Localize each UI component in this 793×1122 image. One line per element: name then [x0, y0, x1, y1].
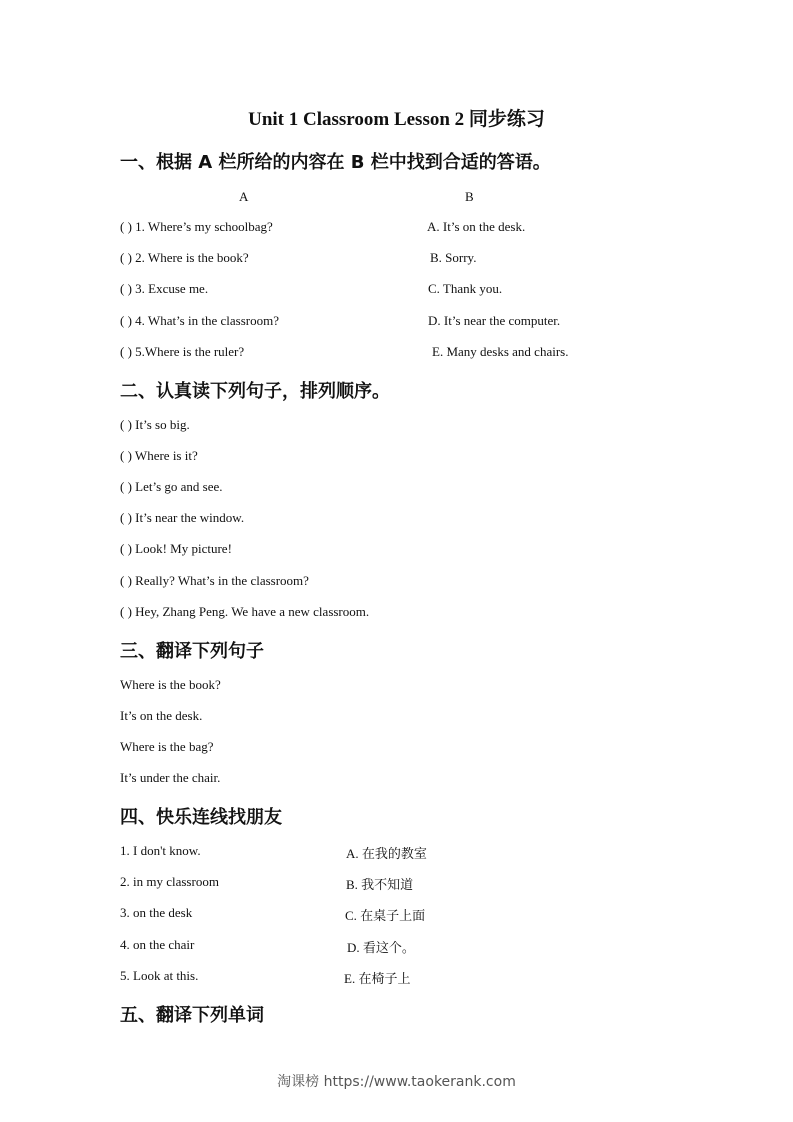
match-phrase: 3. on the desk [120, 905, 193, 920]
match-question: ( ) 1. Where’s my schoolbag? [120, 219, 273, 234]
column-a-header: A [239, 189, 249, 204]
translate-sentence: It’s on the desk. [120, 708, 203, 723]
match-answer: B. Sorry. [430, 250, 477, 265]
match-meaning: C. 在桌子上面 [345, 908, 426, 923]
ordering-line: ( ) It’s near the window. [120, 510, 245, 525]
section-2-heading: 二、认真读下列句子，排列顺序。 [120, 381, 390, 402]
ordering-line: ( ) Hey, Zhang Peng. We have a new classroom. [120, 604, 370, 619]
match-phrase: 4. on the chair [120, 937, 195, 952]
ordering-line: ( ) Look! My picture! [120, 541, 232, 556]
match-phrase: 5. Look at this. [120, 968, 199, 983]
match-meaning: E. 在椅子上 [344, 971, 411, 986]
match-phrase: 2. in my classroom [120, 874, 219, 889]
translate-sentence: Where is the book? [120, 677, 221, 692]
match-meaning: D. 看这个。 [347, 940, 415, 955]
match-question: ( ) 3. Excuse me. [120, 281, 209, 296]
ordering-line: ( ) Where is it? [120, 448, 198, 463]
section-5-heading: 五、翻译下列单词 [120, 1005, 264, 1026]
ordering-line: ( ) Let’s go and see. [120, 479, 223, 494]
match-answer: A. It’s on the desk. [427, 219, 526, 234]
section-1-heading: 一、根据 A 栏所给的内容在 B 栏中找到合适的答语。 [120, 152, 551, 173]
ordering-line: ( ) It’s so big. [120, 417, 190, 432]
page-title: Unit 1 Classroom Lesson 2 同步练习 [248, 109, 545, 130]
translate-sentence: It’s under the chair. [120, 770, 221, 785]
match-answer: E. Many desks and chairs. [432, 344, 569, 359]
section-4-heading: 四、快乐连线找朋友 [120, 807, 282, 828]
footer-watermark: 淘课榜 https://www.taokerank.com [277, 1074, 516, 1090]
match-question: ( ) 2. Where is the book? [120, 250, 249, 265]
match-meaning: A. 在我的教室 [346, 846, 427, 861]
section-3-heading: 三、翻译下列句子 [120, 641, 264, 662]
column-b-header: B [465, 189, 474, 204]
match-meaning: B. 我不知道 [346, 877, 414, 892]
translate-sentence: Where is the bag? [120, 739, 214, 754]
match-question: ( ) 4. What’s in the classroom? [120, 313, 279, 328]
match-answer: C. Thank you. [428, 281, 503, 296]
ordering-line: ( ) Really? What’s in the classroom? [120, 573, 309, 588]
match-question: ( ) 5.Where is the ruler? [120, 344, 245, 359]
match-answer: D. It’s near the computer. [428, 313, 561, 328]
match-phrase: 1. I don't know. [120, 843, 201, 858]
